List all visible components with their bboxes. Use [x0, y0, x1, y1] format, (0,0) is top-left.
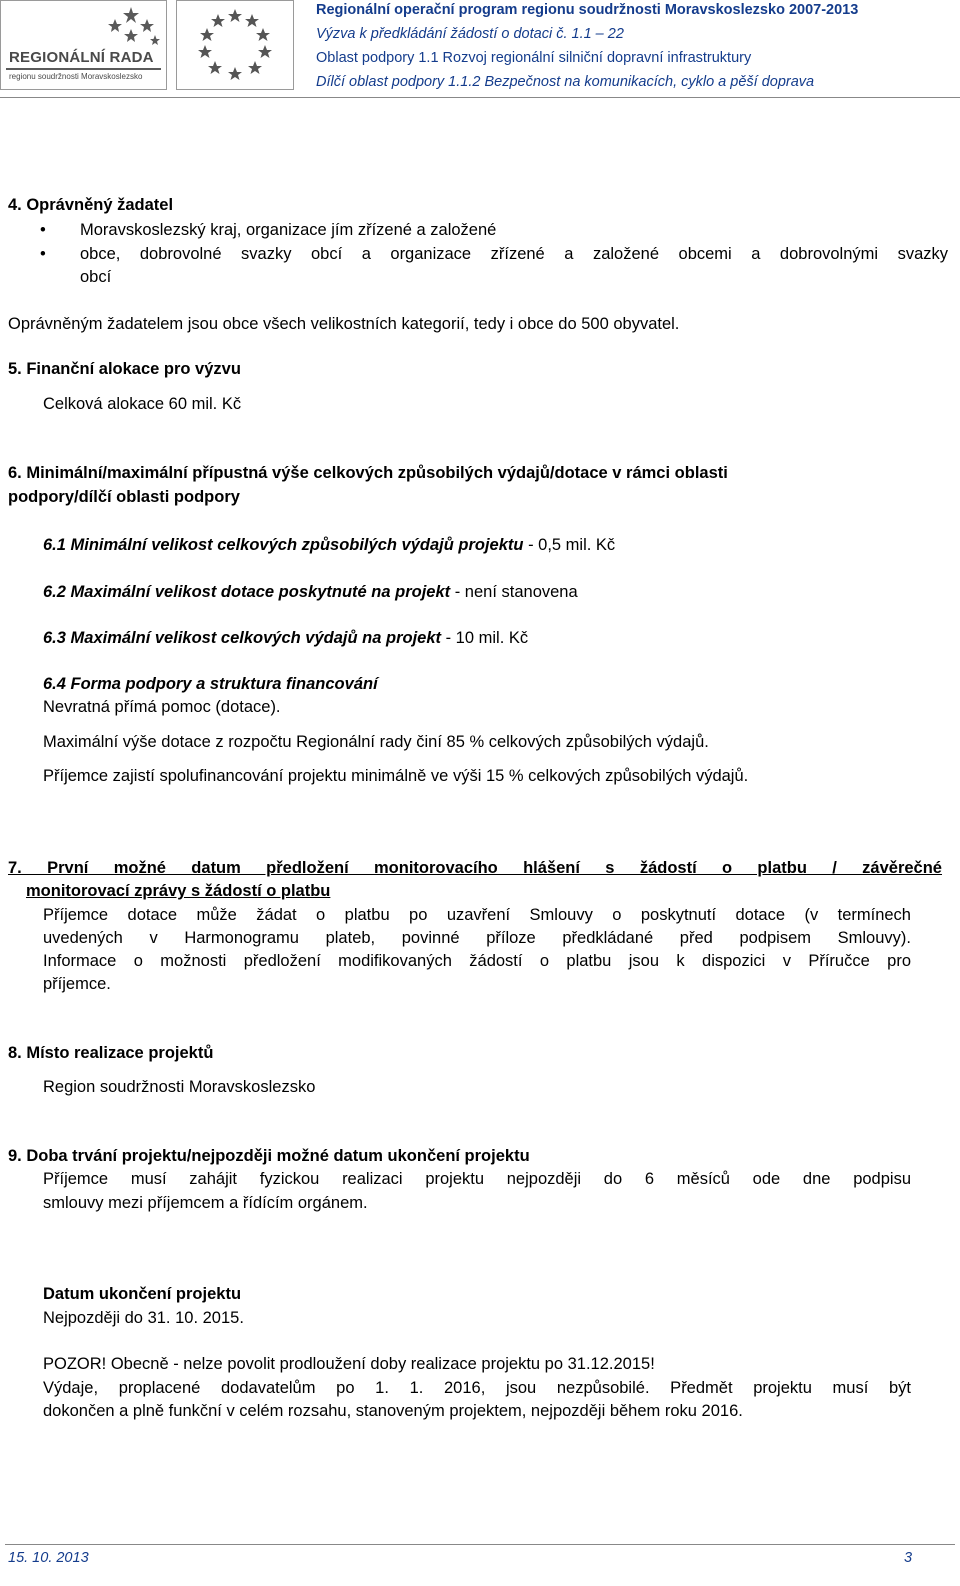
item-6-3-value: - 10 mil. Kč	[441, 629, 529, 647]
section-9-heading: 9. Doba trvání projektu/nejpozději možné datum ukončení projektu	[8, 1147, 530, 1165]
section-4-heading: 4. Oprávněný žadatel	[8, 196, 174, 214]
section-7-heading: 7. První možné datum předložení monitorovacího hlášení s žádostí o platbu / závěrečné	[8, 859, 942, 877]
header-subpriority-line: Dílčí oblast podpory 1.1.2 Bezpečnost na komunikacích, cyklo a pěší doprava	[316, 74, 815, 90]
support-form: Nevratná přímá pomoc (dotace).	[43, 698, 281, 716]
end-date-text: Nejpozději do 31. 10. 2015.	[43, 1309, 244, 1327]
item-6-1-label: 6.1 Minimální velikost celkových způsobilých výdajů projektu	[43, 536, 524, 554]
item-6-2-value: - není stanovena	[450, 583, 578, 601]
page-number: 3	[904, 1550, 913, 1566]
project-location: Region soudržnosti Moravskoslezsko	[43, 1078, 316, 1096]
regional-council-logo	[0, 0, 167, 90]
logo-divider	[6, 68, 161, 70]
cofinancing: Příjemce zajistí spolufinancování projektu minimálně ve výši 15 % celkových způsobilých výdajů.	[43, 767, 749, 785]
footer-divider	[5, 1544, 955, 1545]
section-5-heading: 5. Finanční alokace pro výzvu	[8, 360, 241, 378]
item-6-2	[43, 583, 578, 602]
eligible-applicant-1: Moravskoslezský kraj, organizace jím zřízené a založené	[80, 221, 497, 239]
header-call-line: Výzva k předkládání žádostí o dotaci č. 1.1 – 22	[316, 26, 624, 42]
item-6-2-label: 6.2 Maximální velikost dotace poskytnuté na projekt	[43, 583, 451, 601]
section-7-text-3: Informace o možnosti předložení modifikovaných žádostí o platbu jsou k dispozici v Příručce pro	[43, 952, 911, 970]
end-date-heading: Datum ukončení projektu	[43, 1285, 242, 1303]
eu-stars-icon	[177, 1, 293, 89]
header-divider	[0, 97, 960, 98]
section-9-text-1: Příjemce musí zahájit fyzickou realizaci projektu nejpozději do 6 měsíců ode dne podpisu	[43, 1170, 911, 1188]
item-6-3-label: 6.3 Maximální velikost celkových výdajů na projekt	[43, 629, 442, 647]
logo-title: REGIONÁLNÍ RADA	[9, 49, 154, 66]
section-9-text-2: smlouvy mezi příjemcem a řídícím orgánem.	[43, 1194, 368, 1212]
footer-date: 15. 10. 2013	[8, 1550, 89, 1566]
eligible-applicant-note: Oprávněným žadatelem jsou obce všech velikostních kategorií, tedy i obce do 500 obyvatel.	[8, 315, 680, 333]
section-7-text-4: příjemce.	[43, 975, 111, 993]
item-6-1-value: - 0,5 mil. Kč	[523, 536, 616, 554]
stars-icon	[101, 5, 161, 51]
warning-text-3: dokončen a plně funkční v celém rozsahu, stanoveným projektem, nejpozději během roku 2016.	[43, 1402, 743, 1420]
section-7-text-1: Příjemce dotace může žádat o platbu po uzavření Smlouvy o poskytnutí dotace (v termínech	[43, 906, 911, 924]
max-subsidy: Maximální výše dotace z rozpočtu Regionální rady činí 85 % celkových způsobilých výdajů.	[43, 733, 709, 751]
item-6-1	[43, 536, 615, 555]
item-6-4-label: 6.4 Forma podpory a struktura financování	[43, 675, 378, 693]
eligible-applicant-2: obce, dobrovolné svazky obcí a organizace zřízené a založené obcemi a dobrovolnými svazky	[80, 245, 948, 263]
bullet-icon: •	[40, 221, 46, 239]
eligible-applicant-2-cont: obcí	[80, 268, 112, 286]
bullet-icon: •	[40, 245, 46, 263]
header-program-line: Regionální operační program regionu soudržnosti Moravskoslezsko 2007-2013	[316, 2, 859, 18]
warning-text-1: POZOR! Obecně - nelze povolit prodloužení doby realizace projektu po 31.12.2015!	[43, 1355, 655, 1373]
section-8-heading: 8. Místo realizace projektů	[8, 1044, 214, 1062]
warning-text-2: Výdaje, proplacené dodavatelům po 1. 1. 2016, jsou nezpůsobilé. Předmět projektu musí být	[43, 1379, 911, 1397]
item-6-3	[43, 629, 528, 648]
header-priority-line: Oblast podpory 1.1 Rozvoj regionální silniční dopravní infrastruktury	[316, 50, 752, 66]
section-7-heading-cont: monitorovací zprávy s žádostí o platbu	[26, 882, 331, 900]
section-7-text-2: uvedených v Harmonogramu plateb, povinné příloze předkládané před podpisem Smlouvy).	[43, 929, 911, 947]
logo-subtitle: regionu soudržnosti Moravskoslezsko	[9, 72, 143, 81]
total-allocation: Celková alokace 60 mil. Kč	[43, 395, 242, 413]
eu-flag-logo	[176, 0, 294, 90]
section-6-heading-cont: podpory/dílčí oblasti podpory	[8, 488, 240, 506]
section-6-heading: 6. Minimální/maximální přípustná výše celkových způsobilých výdajů/dotace v rámci oblasti	[8, 464, 728, 482]
